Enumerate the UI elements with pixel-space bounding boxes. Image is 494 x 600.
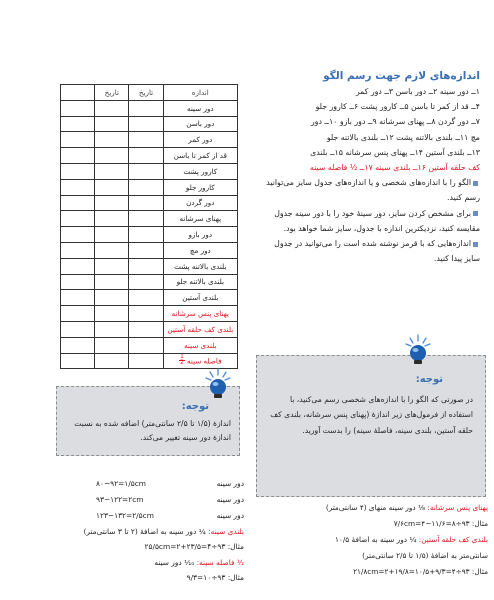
measure-line-2: ۴ــ قد از کمر تا باسن ۵ــ کارور پشت ۶ــ کارور جلو: [315, 102, 480, 112]
bulb-icon: [204, 368, 232, 400]
tip-box-right: [256, 355, 486, 497]
measure-line-4: مچ ۱۱ــ بلندی بالاتنه پشت ۱۲ــ بلندی بالاتنه جلو: [326, 132, 480, 142]
table-cell-date[interactable]: [129, 116, 163, 132]
table-row: [61, 116, 238, 132]
table-cell-date[interactable]: [61, 353, 95, 369]
table-row: [61, 148, 238, 164]
table-cell-date[interactable]: [61, 337, 95, 353]
table-cell-date[interactable]: [129, 179, 163, 195]
table-row: [61, 242, 238, 258]
table-cell-date[interactable]: [61, 148, 95, 164]
tip-title: توجه:: [181, 401, 209, 412]
table-header-date-2: تاریخ: [95, 85, 129, 101]
table-cell-measurement: بلندی سینه: [163, 337, 237, 353]
table-row: [61, 290, 238, 306]
paragraph-3: اندازه‌هایی که با قرمز نوشته شده است را می‌توانید در جدول سایز پیدا کنید.: [274, 239, 480, 264]
table-header-size: اندازه: [163, 85, 237, 101]
table-row: [61, 227, 238, 243]
table-cell-date[interactable]: [61, 179, 95, 195]
formula-pens: پهنای پنس سرشانه: ⅛ دور سینه منهای (۴ سانتی‌متر): [325, 503, 488, 512]
formula-bust-height: بلندی سینه: ¼ دور سینه به اضافهٔ (۲ تا ۳ سانتی‌متر): [83, 527, 244, 536]
table-cell-measurement: کارور پشت: [163, 163, 237, 179]
table-cell-date[interactable]: [95, 242, 129, 258]
table-cell-date[interactable]: [95, 116, 129, 132]
table-header-empty: [61, 85, 95, 101]
bulb-icon: [404, 334, 432, 366]
table-cell-date[interactable]: [129, 132, 163, 148]
table-cell-measurement: بلندی بالاتنه جلو: [163, 274, 237, 290]
paragraph-1: الگو را با اندازه‌های شخصی و یا اندازه‌های جدول سایز می‌توانید رسم کنید.: [266, 178, 480, 203]
table-cell-measurement: دور گردن: [163, 195, 237, 211]
tip-text: در صورتی که الگو را با اندازه‌های شخصی رسم می‌کنید، با استفاده از فرمول‌های زیر اندازهٔ (پهنای پنس سرشانه، بلندی کف حلقه آستین، بلندی سینه، فاصلهٔ سینه) را بدست آورید.: [270, 395, 473, 435]
table-cell-measurement: دور کمر: [163, 132, 237, 148]
table-cell-measurement: بلندی بالاتنه پشت: [163, 258, 237, 274]
table-cell-date[interactable]: [95, 100, 129, 116]
table-cell-date[interactable]: [61, 321, 95, 337]
formulas-right: [256, 500, 488, 580]
measure-line-3: ۷ــ دور گردن ۸ــ پهنای سرشانه ۹ــ دور بازو ۱۰ــ دور: [310, 117, 480, 127]
bust-range-row: دور سینه ۹۳−۱۲۲=۲cm: [96, 495, 244, 504]
table-cell-measurement: بلندی کف حلقه آستین: [163, 321, 237, 337]
table-cell-date[interactable]: [95, 195, 129, 211]
table-cell-date[interactable]: [61, 163, 95, 179]
formula-apex-example: مثال: ۹۳÷۱۰=۹/۳: [186, 573, 244, 583]
formula-pens-example: مثال: ۹۳÷۸=۱۱/۶−۴=۷/۶cm: [393, 519, 488, 528]
measurement-table: [60, 84, 238, 369]
table-cell-date[interactable]: [95, 227, 129, 243]
table-cell-date[interactable]: [95, 148, 129, 164]
table-cell-date[interactable]: [61, 132, 95, 148]
table-cell-date[interactable]: [129, 148, 163, 164]
table-cell-date[interactable]: [129, 274, 163, 290]
table-cell-measurement: کارور جلو: [163, 179, 237, 195]
table-row: [61, 179, 238, 195]
table-cell-date[interactable]: [95, 353, 129, 369]
table-cell-date[interactable]: [129, 211, 163, 227]
table-row: [61, 163, 238, 179]
table-cell-date[interactable]: [95, 211, 129, 227]
formula-apex: ½ فاصله سینه: ⅒ دور سینه: [154, 557, 244, 567]
table-cell-date[interactable]: [129, 227, 163, 243]
measure-line-6: کف حلقه آستین ۱۶ــ بلندی سینه ۱۷ــ ½ فاصله سینه: [309, 163, 480, 173]
table-cell-date[interactable]: [95, 321, 129, 337]
formula-sleeve-example: مثال: ۹۳÷۴=۹/۳+۱۰/۵=۱۹/۸+۲=۲۱/۸cm: [353, 567, 488, 576]
bust-range-row: دور سینه ۸۰−۹۲=۱/۵cm: [96, 479, 244, 488]
section-title: اندازه‌های لازم جهت رسم الگو: [323, 70, 480, 82]
table-row: [61, 337, 238, 353]
formula-bust-example: مثال: ۹۳÷۴=۲۳/۵+۲=۲۵/۵cm: [144, 542, 244, 552]
table-cell-measurement: بلندی آستین: [163, 290, 237, 306]
table-cell-date[interactable]: [129, 353, 163, 369]
measure-line-5: ۱۳ــ بلندی آستین ۱۴ــ پهنای پنس سرشانه ۱۵ــ بلندی: [310, 147, 480, 157]
table-cell-measurement: قد از کمر تا باسن: [163, 148, 237, 164]
bullet-icon: [473, 211, 478, 216]
table-cell-date[interactable]: [95, 163, 129, 179]
table-row: [61, 195, 238, 211]
table-row: [61, 321, 238, 337]
table-cell-date[interactable]: [129, 258, 163, 274]
table-cell-date[interactable]: [129, 242, 163, 258]
table-cell-date[interactable]: [61, 274, 95, 290]
table-cell-date[interactable]: [61, 195, 95, 211]
table-cell-date[interactable]: [95, 337, 129, 353]
table-cell-date[interactable]: [129, 306, 163, 322]
table-cell-measurement: دور سینه: [163, 100, 237, 116]
table-cell-date[interactable]: [61, 290, 95, 306]
table-header-date-1: تاریخ: [129, 85, 163, 101]
bust-range-row: دور سینه ۱۲۳−۱۳۲=۲/۵cm: [96, 511, 244, 520]
table-header-row: [61, 85, 238, 101]
formula-sleeve-2: سانتی‌متر به اضافهٔ (۱/۵ تا ۲/۵ سانتی‌متر): [362, 551, 488, 560]
table-cell-date[interactable]: [129, 337, 163, 353]
table-cell-date[interactable]: [95, 179, 129, 195]
table-row: [61, 100, 238, 116]
table-row: [61, 274, 238, 290]
table-cell-measurement: پهنای پنس سرشانه: [163, 306, 237, 322]
table-row: [61, 353, 238, 369]
measure-line-1: ۱ــ دور سینه ۲ــ دور باسن ۳ــ دور کمر: [355, 87, 480, 96]
fraction: $\frac{1}{2}$: [180, 353, 184, 367]
paragraph-2: برای مشخص کردن سایز، دور سینهٔ خود را با دور سینه جدول مقایسه کنید، نزدیکترین اندازه با جدول، سایز شما خواهد بود.: [274, 208, 480, 233]
formula-sleeve: بلندی کف حلقه آستین: ¼ دور سینه به اضافهٔ ۱۰/۵: [335, 535, 488, 544]
table-row: [61, 306, 238, 322]
table-cell-date[interactable]: [95, 274, 129, 290]
table-cell-date[interactable]: [61, 227, 95, 243]
table-row: [61, 258, 238, 274]
table-cell-date[interactable]: [61, 100, 95, 116]
table-cell-measurement: فاصله سینه $\frac{1}{2}$: [163, 353, 237, 369]
table-row: [61, 211, 238, 227]
table-cell-date[interactable]: [61, 211, 95, 227]
table-cell-date[interactable]: [95, 132, 129, 148]
table-cell-date[interactable]: [61, 116, 95, 132]
table-cell-date[interactable]: [95, 258, 129, 274]
bullet-icon: [473, 242, 478, 247]
table-cell-measurement: دور باسن: [163, 116, 237, 132]
table-cell-measurement: پهنای سرشانه: [163, 211, 237, 227]
bullet-icon: [473, 181, 478, 186]
tip-text: اندازهٔ (۱/۵ تا ۲/۵ سانتی‌متر) اضافه شده به نسبت اندازهٔ دور سینه تغییر می‌کند.: [74, 419, 231, 442]
table-body: [61, 100, 238, 369]
table-cell-date[interactable]: [95, 290, 129, 306]
table-cell-date[interactable]: [129, 163, 163, 179]
table-cell-measurement: دور بازو: [163, 227, 237, 243]
table-cell-date[interactable]: [95, 306, 129, 322]
table-cell-date[interactable]: [61, 258, 95, 274]
table-cell-date[interactable]: [129, 100, 163, 116]
table-cell-date[interactable]: [129, 290, 163, 306]
table-cell-measurement: دور مچ: [163, 242, 237, 258]
table-cell-date[interactable]: [129, 321, 163, 337]
tip-title: توجه:: [415, 374, 443, 385]
table-row: [61, 132, 238, 148]
measurements-section: [258, 68, 480, 266]
table-cell-date[interactable]: [61, 242, 95, 258]
table-cell-date[interactable]: [61, 306, 95, 322]
table-cell-date[interactable]: [129, 195, 163, 211]
formulas-left: [56, 476, 244, 586]
